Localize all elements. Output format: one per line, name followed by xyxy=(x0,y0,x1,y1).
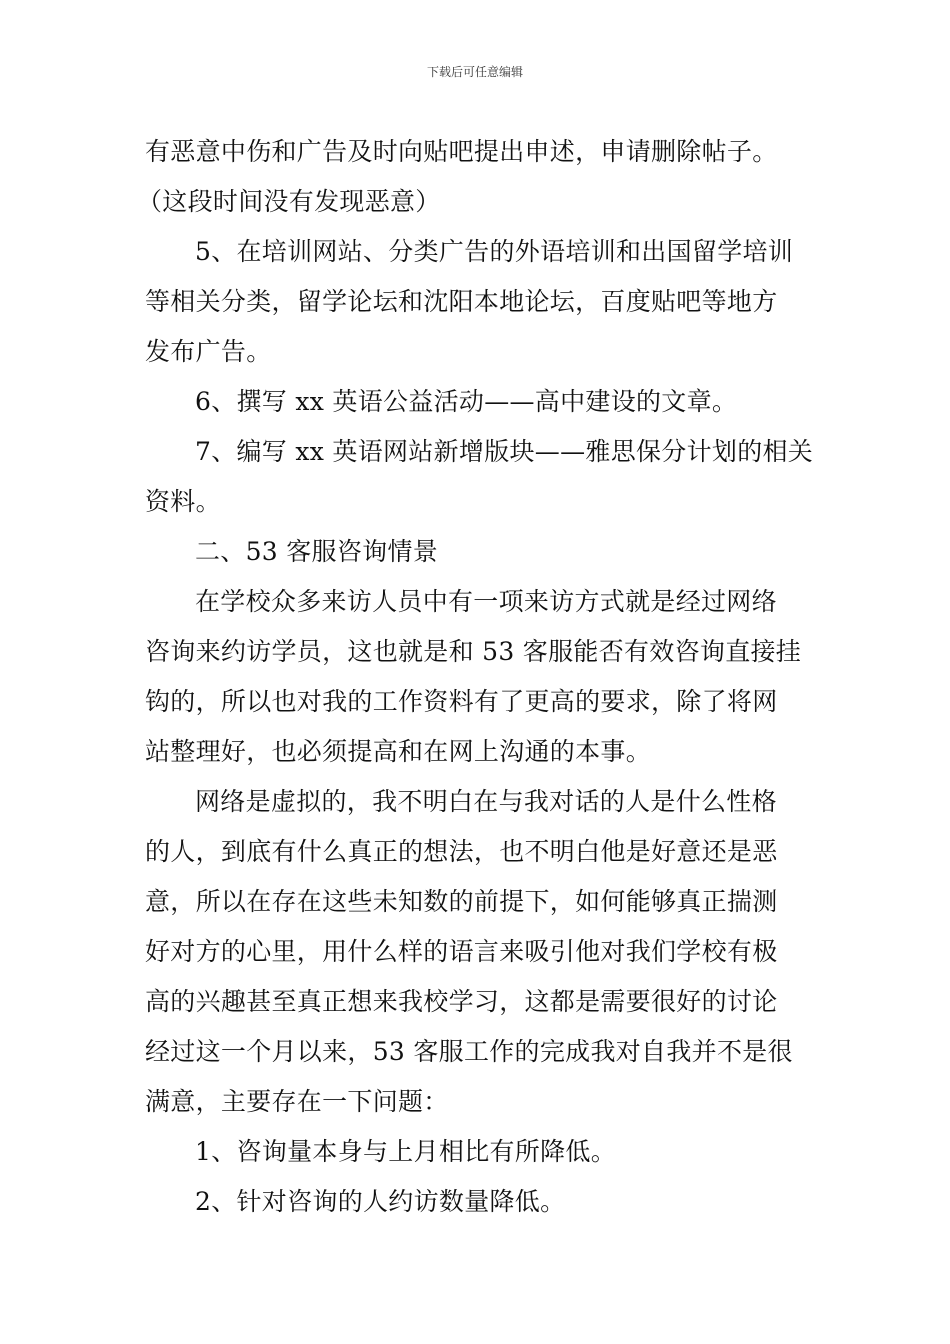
text-line: 有恶意中伤和广告及时向贴吧提出申述，申请删除帖子。 xyxy=(145,137,778,166)
list-item: 2、针对咨询的人约访数量降低。 xyxy=(195,1187,566,1216)
text-line: 钩的，所以也对我的工作资料有了更高的要求，除了将网 xyxy=(145,687,778,716)
list-item: 7、编写 xx 英语网站新增版块——雅思保分计划的相关 xyxy=(195,437,814,466)
text-line: 资料。 xyxy=(145,487,221,516)
paragraph-start: 网络是虚拟的，我不明白在与我对话的人是什么性格 xyxy=(195,787,777,816)
text-line: 发布广告。 xyxy=(145,337,272,366)
text-line: 等相关分类，留学论坛和沈阳本地论坛，百度贴吧等地方 xyxy=(145,287,778,316)
text-line: 意，所以在存在这些未知数的前提下，如何能够真正揣测 xyxy=(145,887,778,916)
list-item: 1、咨询量本身与上月相比有所降低。 xyxy=(195,1137,617,1166)
text-line: （这段时间没有发现恶意） xyxy=(137,187,441,216)
paragraph-start: 在学校众多来访人员中有一项来访方式就是经过网络 xyxy=(195,587,777,616)
text-line: 满意，主要存在一下问题： xyxy=(145,1087,449,1116)
text-line: 站整理好，也必须提高和在网上沟通的本事。 xyxy=(145,737,652,766)
text-line: 高的兴趣甚至真正想来我校学习，这都是需要很好的讨论 xyxy=(145,987,778,1016)
page-header: 下载后可任意编辑 xyxy=(426,65,523,79)
text-line: 咨询来约访学员，这也就是和 53 客服能否有效咨询直接挂 xyxy=(145,637,802,666)
list-item: 6、撰写 xx 英语公益活动——高中建设的文章。 xyxy=(195,387,738,416)
section-heading: 二、53 客服咨询情景 xyxy=(195,537,439,566)
text-line: 的人，到底有什么真正的想法，也不明白他是好意还是恶 xyxy=(145,837,778,866)
text-line: 经过这一个月以来，53 客服工作的完成我对自我并不是很 xyxy=(145,1037,793,1066)
list-item: 5、在培训网站、分类广告的外语培训和出国留学培训 xyxy=(195,237,794,266)
document-body xyxy=(137,127,814,1227)
text-line: 好对方的心里，用什么样的语言来吸引他对我们学校有极 xyxy=(145,937,778,966)
